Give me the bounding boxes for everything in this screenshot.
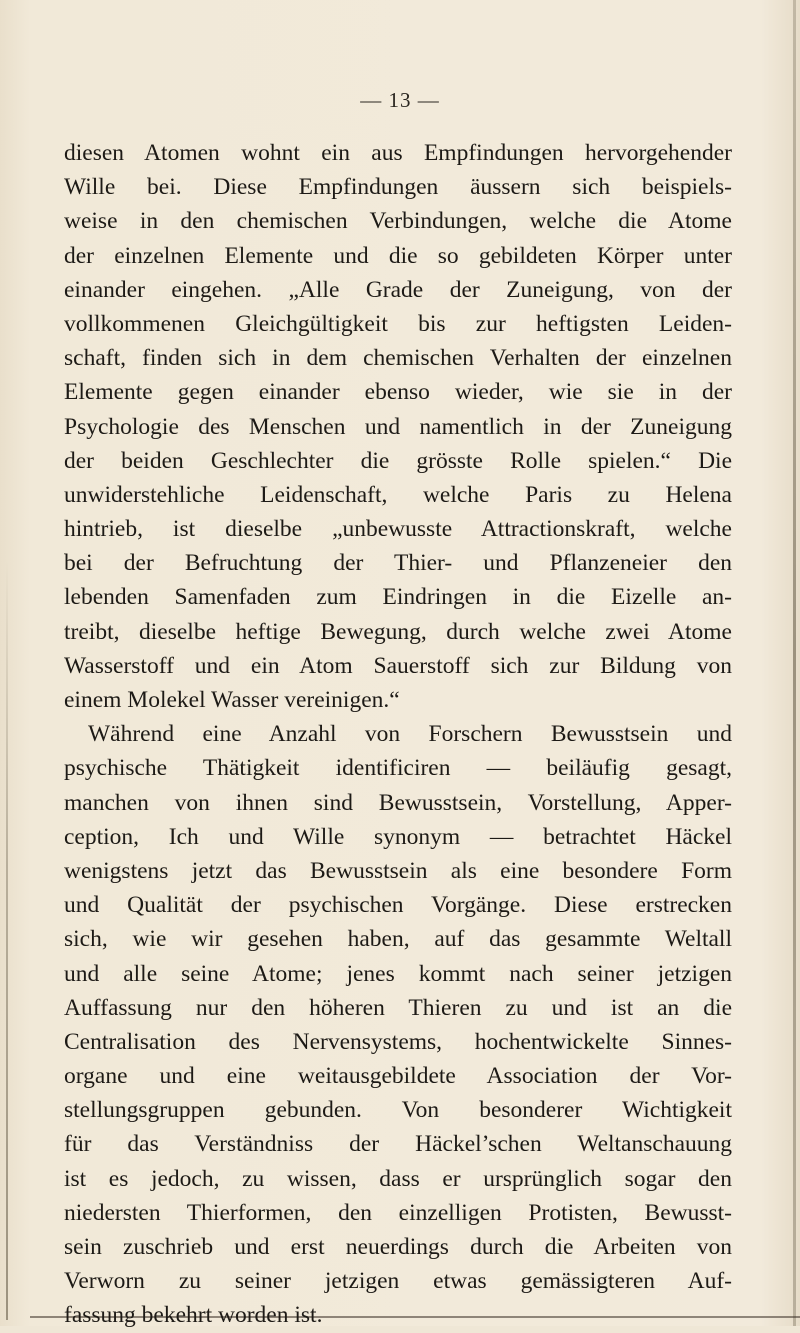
text-line: schaft, finden sich in dem chemischen Verhalten der einzelnen bbox=[64, 345, 732, 372]
paragraph-start-line: Während eine Anzahl von Forschern Bewusstsein und bbox=[88, 721, 732, 748]
text-line: hintrieb, ist dieselbe „unbewusste Attractionskraft, welche bbox=[64, 516, 732, 543]
text-line: einander eingehen. „Alle Grade der Zuneigung, von der bbox=[64, 276, 732, 303]
text-line: diesen Atomen wohnt ein aus Empfindungen hervorgehender bbox=[64, 140, 732, 166]
paragraph-end-line: einem Molekel Wasser vereinigen.“ bbox=[64, 687, 400, 713]
text-line: stellungsgruppen gebunden. Von besonderer Wichtigkeit bbox=[64, 1097, 732, 1124]
page-number-header: — 13 — bbox=[360, 88, 440, 112]
text-line: Wille bei. Diese Empfindungen äussern sich beispiels- bbox=[64, 174, 732, 201]
text-line: für das Verständniss der Häckel’schen Weltanschauung bbox=[64, 1131, 732, 1158]
text-line: Auffassung nur den höheren Thieren zu und ist an die bbox=[64, 994, 732, 1021]
paragraph-end-line: fassung bekehrt worden ist. bbox=[64, 1302, 323, 1329]
text-line: niedersten Thierformen, den einzelligen Protisten, Bewusst- bbox=[64, 1199, 732, 1226]
text-line: ception, Ich und Wille synonym — betrachtet Häckel bbox=[64, 823, 732, 850]
text-line: sein zuschrieb und erst neuerdings durch die Arbeiten von bbox=[64, 1234, 732, 1260]
text-line: der beiden Geschlechter die grösste Rolle spielen.“ Die bbox=[64, 447, 732, 474]
text-line: Wasserstoff und ein Atom Sauerstoff sich zur Bildung von bbox=[64, 652, 732, 679]
text-line: psychische Thätigkeit identificiren — beiläufig gesagt, bbox=[64, 755, 732, 782]
text-line: organe und eine weitausgebildete Association der Vor- bbox=[64, 1063, 732, 1090]
text-line: und Qualität der psychischen Vorgänge. Diese erstrecken bbox=[64, 892, 732, 919]
text-line: sich, wie wir gesehen haben, auf das gesammte Weltall bbox=[64, 926, 732, 953]
text-line: und alle seine Atome; jenes kommt nach seiner jetzigen bbox=[64, 960, 732, 987]
page-edge-right bbox=[793, 0, 796, 1326]
page-shadow-left bbox=[6, 560, 8, 1320]
text-line: der einzelnen Elemente und die so gebildeten Körper unter bbox=[64, 242, 732, 269]
text-line: manchen von ihnen sind Bewusstsein, Vorstellung, Apper- bbox=[64, 789, 732, 816]
text-line: Psychologie des Menschen und namentlich in der Zuneigung bbox=[64, 413, 732, 440]
text-line: wenigstens jetzt das Bewusstsein als eine besondere Form bbox=[64, 857, 732, 884]
text-line: Centralisation des Nervensystems, hochentwickelte Sinnes- bbox=[64, 1028, 732, 1055]
text-line: ist es jedoch, zu wissen, dass er ursprünglich sogar den bbox=[64, 1165, 732, 1192]
text-line: weise in den chemischen Verbindungen, welche die Atome bbox=[64, 208, 732, 235]
text-line: Elemente gegen einander ebenso wieder, wie sie in der bbox=[64, 379, 732, 406]
text-line: treibt, dieselbe heftige Bewegung, durch welche zwei Atome bbox=[64, 618, 732, 645]
text-line: Verworn zu seiner jetzigen etwas gemässigteren Auf- bbox=[64, 1268, 732, 1295]
body-text bbox=[64, 136, 732, 1333]
text-line: unwiderstehliche Leidenschaft, welche Paris zu Helena bbox=[64, 481, 732, 508]
text-line: lebenden Samenfaden zum Eindringen in die Eizelle an- bbox=[64, 584, 732, 611]
text-line: vollkommenen Gleichgültigkeit bis zur heftigsten Leiden- bbox=[64, 310, 732, 337]
text-line: bei der Befruchtung der Thier- und Pflanzeneier den bbox=[64, 550, 732, 577]
